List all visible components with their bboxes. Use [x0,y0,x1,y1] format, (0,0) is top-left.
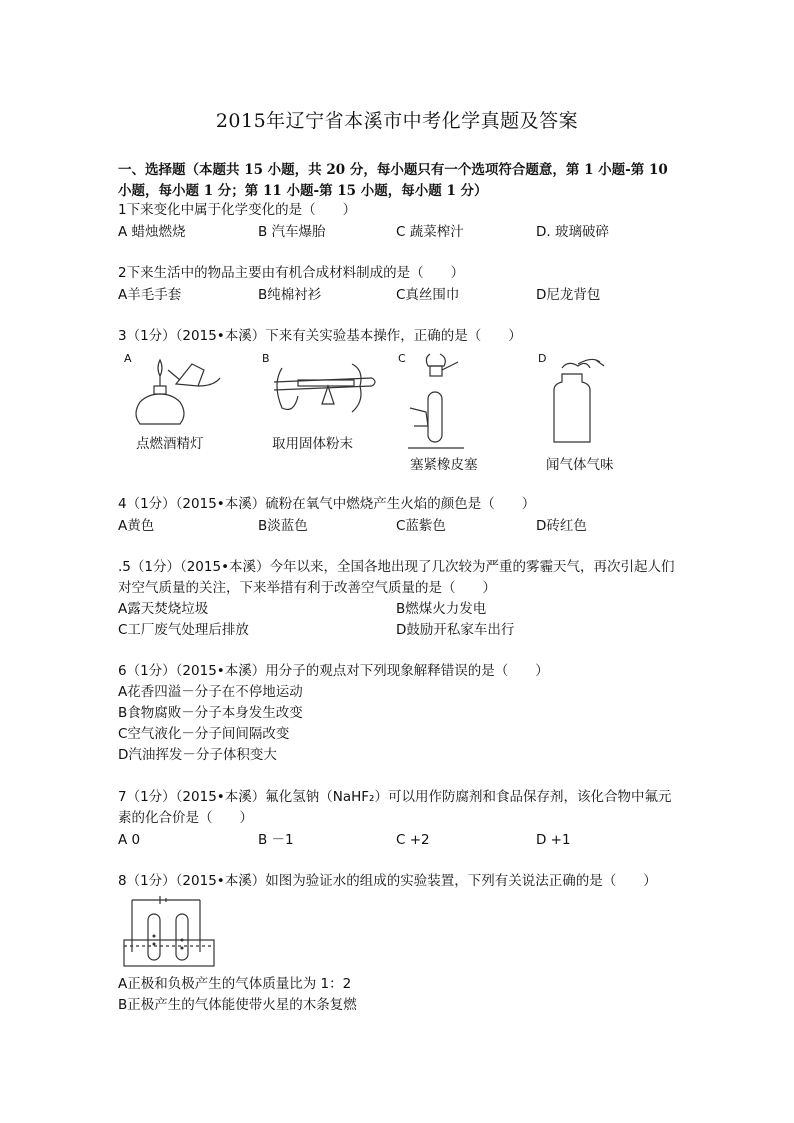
q2-option-b: B纯棉衬衫 [258,287,322,303]
question-3-stem: 3（1分）（2015•本溪）下来有关实验基本操作，正确的是（ ） [118,328,522,344]
q5-option-d: D鼓励开私家车出行 [396,622,515,638]
q8-option-b: B正极产生的气体能使带火星的木条复燃 [118,997,357,1013]
page-title: 2015年辽宁省本溪市中考化学真题及答案 [215,110,579,132]
q3-caption-b: 取用固体粉末 [272,436,353,452]
question-6-stem: 6（1分）（2015•本溪）用分子的观点对下列现象解释错误的是（ ） [118,663,549,679]
q4-option-d: D砖红色 [536,518,587,534]
q7-option-c: C +2 [396,832,430,848]
q5-option-c: C工厂废气处理后排放 [118,622,249,638]
q6-option-b: B食物腐败－分子本身发生改变 [118,705,303,721]
question-2-stem: 2下来生活中的物品主要由有机合成材料制成的是（ ） [118,265,465,281]
q6-option-d: D汽油挥发－分子体积变大 [118,747,277,763]
q3-label-d: D [538,352,547,365]
q1-option-b: B 汽车爆胎 [258,224,326,240]
q7-option-a: A 0 [118,832,141,848]
q7-option-d: D +1 [536,832,571,848]
q4-option-c: C蓝紫色 [396,518,446,534]
q3-caption-c: 塞紧橡皮塞 [410,457,478,473]
q3-label-b: B [262,352,270,365]
q7-option-b: B －1 [258,832,294,848]
q1-option-d: D. 玻璃破碎 [536,224,609,240]
q2-option-c: C真丝围巾 [396,287,460,303]
q1-option-c: C 蔬菜榨汁 [396,224,464,240]
q4-option-b: B淡蓝色 [258,518,308,534]
stopper-tube-illustration [404,352,468,452]
alcohol-lamp-illustration [128,356,228,432]
q3-caption-a: 点燃酒精灯 [136,436,204,452]
q3-caption-d: 闻气体气味 [546,457,614,473]
q5-option-a: A露天焚烧垃圾 [118,601,209,617]
q6-option-a: A花香四溢－分子在不停地运动 [118,684,303,700]
q2-option-d: D尼龙背包 [536,287,601,303]
question-8-stem: 8（1分）（2015•本溪）如图为验证水的组成的实验装置，下列有关说法正确的是（ ） [118,873,657,889]
q3-label-a: A [124,352,132,365]
q8-option-a: A正极和负极产生的气体质量比为 1：2 [118,976,352,992]
question-5-stem: .5（1分）（2015•本溪）今年以来，全国各地出现了几次较为严重的雾霾天气，再次引起人们对空气质量的关注，下来举措有利于改善空气质量的是（ ） [118,559,675,596]
electrolysis-apparatus-illustration [120,896,220,970]
q2-option-a: A羊毛手套 [118,287,182,303]
q3-label-c: C [398,352,406,365]
gas-bottle-illustration [538,356,608,448]
q6-option-c: C空气液化－分子间间隔改变 [118,726,290,742]
q5-option-b: B燃煤火力发电 [396,601,487,617]
question-1-stem: 1下来变化中属于化学变化的是（ ） [118,202,357,218]
powder-tube-illustration [268,356,380,420]
question-7-stem: 7（1分）（2015•本溪）氟化氢钠（NaHF₂）可以用作防腐剂和食品保存剂，该化合物中氟元素的化合价是（ ） [118,789,672,826]
question-4-stem: 4（1分）（2015•本溪）硫粉在氧气中燃烧产生火焰的颜色是（ ） [118,496,536,512]
q1-option-a: A 蜡烛燃烧 [118,224,186,240]
q4-option-a: A黄色 [118,518,155,534]
section-heading: 一、选择题（本题共 15 小题，共 20 分，每小题只有一个选项符合题意，第 1 小题-第 10 小题，每小题 1 分；第 11 小题-第 15 小题，每小题 1 分） [118,162,668,199]
